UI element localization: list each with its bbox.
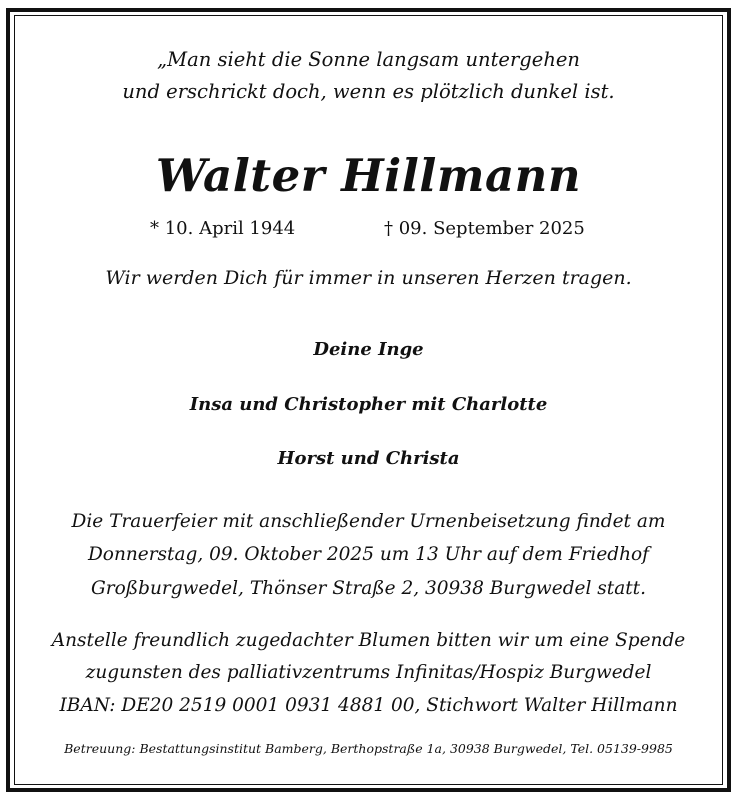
deceased-name: Walter Hillmann <box>155 149 582 202</box>
death-date: † 09. September 2025 <box>384 218 585 239</box>
donation-line-3: IBAN: DE20 2519 0001 0931 4881 00, Stichwort Walter Hillmann <box>59 695 678 716</box>
donation-line-1: Anstelle freundlich zugedachter Blumen bitten wir um eine Spende <box>51 630 686 651</box>
quote-line-1: „Man sieht die Sonne langsam untergehen <box>157 48 580 71</box>
birth-date: * 10. April 1944 <box>150 218 296 239</box>
ceremony-line-1: Die Trauerfeier mit anschließender Urnenbeisetzung findet am <box>71 511 666 532</box>
ceremony-line-3: Großburgwedel, Thönser Straße 2, 30938 Burgwedel statt. <box>91 578 646 599</box>
mourner-3: Horst und Christa <box>277 448 460 469</box>
donation-line-2: zugunsten des palliativzentrums Infinitas/Hospiz Burgwedel <box>85 662 652 683</box>
mourner-2: Insa und Christopher mit Charlotte <box>189 394 548 415</box>
quote-line-2: und erschrickt doch, wenn es plötzlich dunkel ist. <box>122 80 615 103</box>
mourner-1: Deine Inge <box>313 339 424 360</box>
tagline: Wir werden Dich für immer in unseren Herzen tragen. <box>105 267 632 289</box>
ceremony-line-2: Donnerstag, 09. Oktober 2025 um 13 Uhr auf dem Friedhof <box>87 544 650 565</box>
funeral-home-footer: Betreuung: Bestattungsinstitut Bamberg, Berthopstraße 1a, 30938 Burgwedel, Tel. 05139-9985 <box>64 741 673 756</box>
life-dates <box>0 217 737 243</box>
